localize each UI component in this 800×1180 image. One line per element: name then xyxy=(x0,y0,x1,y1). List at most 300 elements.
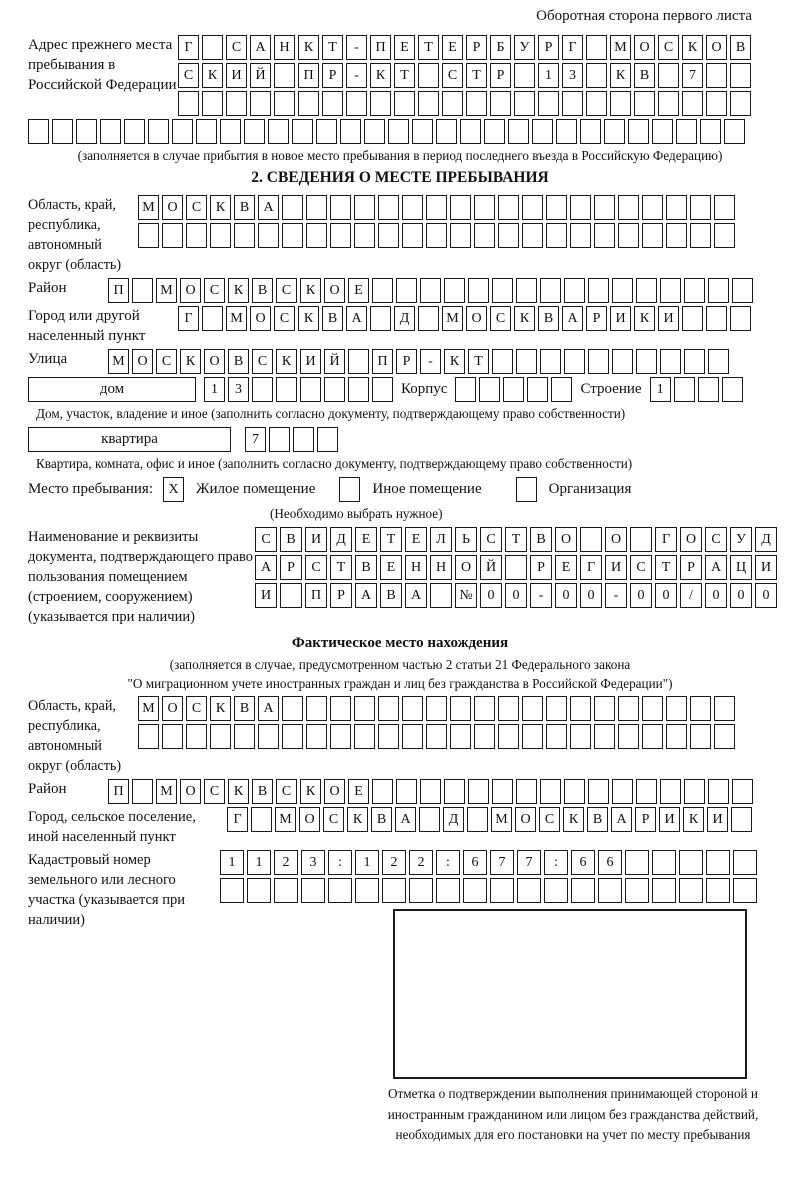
char-box: Р xyxy=(396,349,417,374)
char-box: А xyxy=(258,696,279,721)
char-box: Т xyxy=(468,349,489,374)
char-box xyxy=(234,223,255,248)
char-box: С xyxy=(305,555,327,580)
char-box xyxy=(340,119,361,144)
char-box: Д xyxy=(443,807,464,832)
char-box: А xyxy=(250,35,271,60)
char-box xyxy=(690,195,711,220)
char-box: В xyxy=(634,63,655,88)
house-type-box: дом xyxy=(28,377,196,402)
char-box: В xyxy=(538,306,559,331)
street-label: Улица xyxy=(28,351,68,367)
char-box xyxy=(354,195,375,220)
char-box xyxy=(732,779,753,804)
char-box xyxy=(132,278,153,303)
char-box xyxy=(348,377,369,402)
char-box: М xyxy=(138,696,159,721)
char-box xyxy=(498,195,519,220)
char-box xyxy=(28,119,49,144)
char-box xyxy=(492,278,513,303)
char-box xyxy=(322,91,343,116)
char-box: Е xyxy=(442,35,463,60)
char-box xyxy=(714,223,735,248)
char-box: № xyxy=(455,583,477,608)
char-box: М xyxy=(156,779,177,804)
char-box xyxy=(642,195,663,220)
char-box xyxy=(306,195,327,220)
char-box: К xyxy=(300,278,321,303)
char-box: С xyxy=(204,779,225,804)
char-box: О xyxy=(555,527,577,552)
char-box xyxy=(706,91,727,116)
field-document xyxy=(28,527,772,627)
char-box xyxy=(564,349,585,374)
char-box xyxy=(636,779,657,804)
subsection-title: Фактическое место нахождения xyxy=(291,635,509,651)
char-box xyxy=(378,724,399,749)
char-box: - xyxy=(605,583,627,608)
char-box xyxy=(162,223,183,248)
char-box: В xyxy=(234,195,255,220)
char-box xyxy=(546,195,567,220)
char-box xyxy=(698,377,719,402)
char-box: 2 xyxy=(274,850,298,875)
char-box: И xyxy=(658,306,679,331)
char-box xyxy=(244,119,265,144)
char-box: О xyxy=(250,306,271,331)
char-box xyxy=(258,724,279,749)
char-box: 0 xyxy=(580,583,602,608)
char-box: К xyxy=(563,807,584,832)
char-box xyxy=(426,195,447,220)
char-box: О xyxy=(605,527,627,552)
char-box: О xyxy=(162,195,183,220)
char-box xyxy=(594,696,615,721)
char-box xyxy=(708,278,729,303)
char-box: Г xyxy=(580,555,602,580)
char-box xyxy=(516,779,537,804)
field-region xyxy=(28,195,772,275)
char-box: 1 xyxy=(204,377,225,402)
char-box xyxy=(364,119,385,144)
char-box: Е xyxy=(380,555,402,580)
checkbox-residential: X xyxy=(163,477,184,502)
char-box: А xyxy=(258,195,279,220)
region-actual-label: Область, край, республика, автономный округ (область) xyxy=(28,698,122,774)
char-box xyxy=(516,349,537,374)
char-box xyxy=(724,119,745,144)
apartment-row xyxy=(28,427,772,452)
char-box xyxy=(652,119,673,144)
char-box: В xyxy=(730,35,751,60)
house-number-boxes xyxy=(204,377,393,402)
char-box xyxy=(618,696,639,721)
char-box xyxy=(733,850,757,875)
korpus-label: Корпус xyxy=(401,381,448,397)
char-box xyxy=(370,306,391,331)
stamp-area xyxy=(28,909,772,1146)
char-box: С xyxy=(226,35,247,60)
char-box xyxy=(618,223,639,248)
char-box: О xyxy=(180,779,201,804)
char-box: И xyxy=(707,807,728,832)
field-district xyxy=(28,278,772,303)
char-box-row xyxy=(138,223,735,248)
checkbox-organization xyxy=(516,477,537,502)
char-box xyxy=(346,91,367,116)
char-box xyxy=(714,724,735,749)
char-box: К xyxy=(514,306,535,331)
char-box xyxy=(300,377,321,402)
char-box xyxy=(330,195,351,220)
korpus-boxes xyxy=(455,377,572,402)
char-box xyxy=(674,377,695,402)
char-box: О xyxy=(466,306,487,331)
char-box: Г xyxy=(227,807,248,832)
char-box xyxy=(306,724,327,749)
char-box: 0 xyxy=(655,583,677,608)
char-box xyxy=(666,724,687,749)
char-box xyxy=(731,807,752,832)
char-box: М xyxy=(491,807,512,832)
char-box: Й xyxy=(480,555,502,580)
char-box xyxy=(220,878,244,903)
char-box: - xyxy=(346,63,367,88)
house-caption: Дом, участок, владение и иное (заполнить согласно документу, подтверждающему право собственности) xyxy=(36,406,626,421)
field-street xyxy=(28,349,772,374)
char-box xyxy=(498,223,519,248)
char-box: К xyxy=(634,306,655,331)
char-box: С xyxy=(276,278,297,303)
char-box: 2 xyxy=(382,850,406,875)
char-box: А xyxy=(705,555,727,580)
char-box: Е xyxy=(355,527,377,552)
char-box xyxy=(666,223,687,248)
char-box xyxy=(382,878,406,903)
option-other-premises-label: Иное помещение xyxy=(372,481,482,497)
char-box xyxy=(280,583,302,608)
stay-type-row xyxy=(28,477,772,502)
prev-address-caption: (заполняется в случае прибытия в новое место пребывания в период последнего въезда в Российскую Федерацию) xyxy=(77,148,723,163)
char-box: А xyxy=(395,807,416,832)
char-box xyxy=(186,724,207,749)
char-box xyxy=(538,91,559,116)
char-box-row xyxy=(255,527,777,552)
char-box xyxy=(630,527,652,552)
char-box xyxy=(660,278,681,303)
char-box xyxy=(628,119,649,144)
char-box xyxy=(474,724,495,749)
char-box-row xyxy=(220,878,757,903)
char-box-row xyxy=(138,696,735,721)
char-box-row xyxy=(255,555,777,580)
char-box: С xyxy=(156,349,177,374)
char-box xyxy=(625,850,649,875)
char-box xyxy=(450,195,471,220)
char-box xyxy=(252,377,273,402)
char-box: К xyxy=(180,349,201,374)
char-box: - xyxy=(346,35,367,60)
char-box xyxy=(418,91,439,116)
char-box: И xyxy=(226,63,247,88)
char-box xyxy=(282,696,303,721)
char-box: 6 xyxy=(571,850,595,875)
char-box: Р xyxy=(490,63,511,88)
char-box: Б xyxy=(490,35,511,60)
char-box: 3 xyxy=(562,63,583,88)
apartment-caption: Квартира, комната, офис и иное (заполнить согласно документу, подтверждающему право собственности) xyxy=(36,456,633,471)
char-box: О xyxy=(455,555,477,580)
char-box xyxy=(625,878,649,903)
char-box xyxy=(186,223,207,248)
char-box xyxy=(348,349,369,374)
char-box xyxy=(268,119,289,144)
stroenie-label: Строение xyxy=(580,381,642,397)
char-box xyxy=(430,583,452,608)
char-box: 1 xyxy=(355,850,379,875)
char-box: В xyxy=(252,278,273,303)
char-box: И xyxy=(305,527,327,552)
char-box: 7 xyxy=(517,850,541,875)
char-box: К xyxy=(683,807,704,832)
char-box: В xyxy=(371,807,392,832)
char-box xyxy=(316,119,337,144)
char-box: Р xyxy=(330,583,352,608)
char-box: Р xyxy=(280,555,302,580)
char-box: В xyxy=(280,527,302,552)
char-box xyxy=(420,278,441,303)
char-box: В xyxy=(530,527,552,552)
char-box: Й xyxy=(324,349,345,374)
char-box xyxy=(527,377,548,402)
char-box: П xyxy=(305,583,327,608)
char-box: В xyxy=(587,807,608,832)
char-box xyxy=(604,119,625,144)
char-box: 0 xyxy=(730,583,752,608)
option-residential-label: Жилое помещение xyxy=(196,481,316,497)
char-box xyxy=(618,195,639,220)
char-box: Е xyxy=(348,779,369,804)
char-box xyxy=(282,223,303,248)
char-box xyxy=(301,878,325,903)
char-box xyxy=(378,223,399,248)
char-box: Й xyxy=(250,63,271,88)
char-box xyxy=(586,35,607,60)
char-box xyxy=(730,63,751,88)
char-box xyxy=(274,63,295,88)
char-box xyxy=(370,91,391,116)
stamp-caption: Отметка о подтверждении выполнения принимающей стороной и иностранным гражданином или лицом без гражданства действий, необходимых для его постановки на учет по месту пребывания xyxy=(387,1086,759,1142)
char-box xyxy=(666,195,687,220)
char-box xyxy=(679,850,703,875)
char-box xyxy=(706,306,727,331)
char-box xyxy=(306,696,327,721)
char-box-row xyxy=(255,583,777,608)
char-box: В xyxy=(355,555,377,580)
char-box: Р xyxy=(322,63,343,88)
char-box xyxy=(556,119,577,144)
char-box xyxy=(588,349,609,374)
char-box: И xyxy=(605,555,627,580)
char-box: 0 xyxy=(555,583,577,608)
char-box xyxy=(610,91,631,116)
char-box xyxy=(522,195,543,220)
char-box: С xyxy=(252,349,273,374)
section-title: 2. СВЕДЕНИЯ О МЕСТЕ ПРЕБЫВАНИЯ xyxy=(251,169,549,186)
char-box: В xyxy=(322,306,343,331)
char-box xyxy=(378,696,399,721)
apartment-type-box: квартира xyxy=(28,427,231,452)
char-box xyxy=(594,724,615,749)
char-box xyxy=(730,91,751,116)
char-box xyxy=(714,696,735,721)
stay-type-label: Место пребывания: xyxy=(28,481,153,497)
char-box: Н xyxy=(430,555,452,580)
field-cadastral xyxy=(28,850,772,930)
char-box: С xyxy=(539,807,560,832)
char-box xyxy=(540,779,561,804)
cadastral-label: Кадастровый номер земельного или лесного участка (указывается при наличии) xyxy=(28,852,185,928)
char-box xyxy=(76,119,97,144)
char-box xyxy=(708,779,729,804)
char-box xyxy=(378,195,399,220)
char-box: 1 xyxy=(247,850,271,875)
char-box: В xyxy=(228,349,249,374)
char-box-row xyxy=(108,779,753,804)
char-box xyxy=(463,878,487,903)
char-box xyxy=(124,119,145,144)
char-box xyxy=(522,696,543,721)
char-box: С xyxy=(480,527,502,552)
char-box: К xyxy=(298,35,319,60)
char-box xyxy=(138,223,159,248)
char-box xyxy=(588,278,609,303)
char-box xyxy=(484,119,505,144)
char-box xyxy=(282,195,303,220)
char-box xyxy=(732,278,753,303)
char-box xyxy=(444,779,465,804)
char-box xyxy=(292,119,313,144)
char-box xyxy=(658,63,679,88)
char-box: Е xyxy=(348,278,369,303)
char-box xyxy=(652,850,676,875)
char-box xyxy=(684,779,705,804)
char-box: Ь xyxy=(455,527,477,552)
char-box xyxy=(618,724,639,749)
char-box: Г xyxy=(178,35,199,60)
char-box xyxy=(460,119,481,144)
char-box: 6 xyxy=(598,850,622,875)
char-box: Е xyxy=(555,555,577,580)
char-box: Р xyxy=(680,555,702,580)
apartment-number-boxes xyxy=(245,427,338,452)
char-box xyxy=(450,696,471,721)
char-box-row xyxy=(178,35,751,60)
char-box: К xyxy=(370,63,391,88)
char-box: К xyxy=(298,306,319,331)
char-box: А xyxy=(346,306,367,331)
char-box xyxy=(220,119,241,144)
char-box xyxy=(594,195,615,220)
char-box xyxy=(394,91,415,116)
char-box: М xyxy=(610,35,631,60)
char-box: 0 xyxy=(480,583,502,608)
char-box-row xyxy=(220,850,757,875)
char-box xyxy=(276,377,297,402)
char-box: О xyxy=(180,278,201,303)
char-box xyxy=(706,850,730,875)
char-box xyxy=(317,427,338,452)
char-box: И xyxy=(755,555,777,580)
char-box xyxy=(722,377,743,402)
subsection-caption-line1: (заполняется в случае, предусмотренном частью 2 статьи 21 Федерального закона xyxy=(169,657,631,672)
char-box-row xyxy=(108,278,753,303)
char-box: К xyxy=(682,35,703,60)
char-box: Е xyxy=(405,527,427,552)
char-box xyxy=(612,349,633,374)
char-box: П xyxy=(108,278,129,303)
char-box xyxy=(598,878,622,903)
char-box: И xyxy=(659,807,680,832)
char-box: Д xyxy=(755,527,777,552)
char-box xyxy=(474,696,495,721)
char-box xyxy=(172,119,193,144)
char-box: С xyxy=(204,278,225,303)
char-box xyxy=(492,349,513,374)
city-label: Город или другой населенный пункт xyxy=(28,308,146,344)
char-box: К xyxy=(276,349,297,374)
char-box: 7 xyxy=(490,850,514,875)
char-box xyxy=(250,91,271,116)
char-box: М xyxy=(275,807,296,832)
char-box xyxy=(612,278,633,303)
char-box: 2 xyxy=(409,850,433,875)
char-box xyxy=(498,696,519,721)
char-box xyxy=(516,278,537,303)
char-box: Т xyxy=(418,35,439,60)
char-box: 3 xyxy=(228,377,249,402)
subsection-caption-line2: "О миграционном учете иностранных граждан и лиц без гражданства в Российской Федерации") xyxy=(127,676,673,691)
char-box xyxy=(474,223,495,248)
char-box xyxy=(544,878,568,903)
char-box xyxy=(636,349,657,374)
char-box: Д xyxy=(394,306,415,331)
char-box-row xyxy=(178,63,751,88)
char-box xyxy=(580,119,601,144)
char-box xyxy=(522,223,543,248)
char-box xyxy=(466,91,487,116)
char-box xyxy=(676,119,697,144)
char-box xyxy=(708,349,729,374)
char-box xyxy=(324,377,345,402)
char-box xyxy=(420,779,441,804)
char-box xyxy=(330,696,351,721)
char-box: О xyxy=(324,278,345,303)
char-box xyxy=(467,807,488,832)
char-box: Н xyxy=(405,555,427,580)
char-box xyxy=(570,195,591,220)
char-box xyxy=(328,878,352,903)
char-box: С xyxy=(658,35,679,60)
char-box xyxy=(660,349,681,374)
char-box xyxy=(571,878,595,903)
char-box-row xyxy=(178,91,751,116)
char-box: Т xyxy=(466,63,487,88)
char-box: Д xyxy=(330,527,352,552)
char-box: П xyxy=(372,349,393,374)
char-box xyxy=(354,223,375,248)
district-actual-label: Район xyxy=(28,781,67,797)
